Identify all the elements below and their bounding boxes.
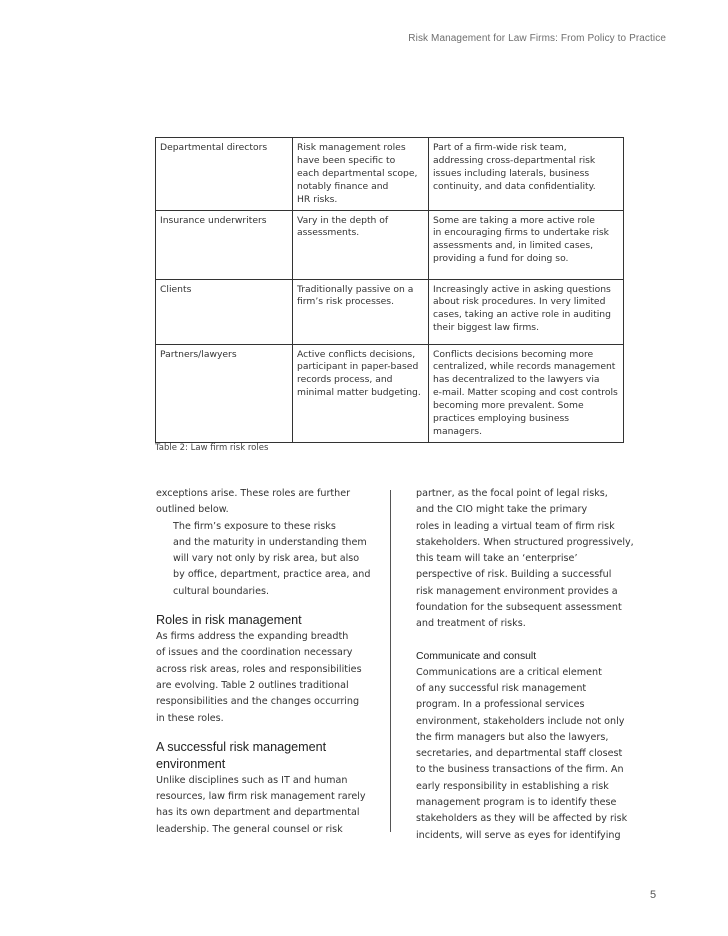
traditional-role-cell: Traditionally passive on a firm’s risk processes. xyxy=(293,279,429,344)
column-divider xyxy=(390,490,391,832)
body-paragraph: Unlike disciplines such as IT and human resources, law firm risk management rarely has its own department and departmental leadership. The general counsel or risk xyxy=(156,774,366,835)
body-paragraph: As firms address the expanding breadth of issues and the coordination necessary across risk areas, roles and responsibilities are evolving. Table 2 outlines traditional responsibilities and the changes occurring in these roles. xyxy=(156,631,362,724)
body-paragraph: partner, as the focal point of legal risks, and the CIO might take the primary roles in leading a virtual team of firm risk stakeholders. When structured progressively, this team will take an ‘enterprise’ perspective of risk. Building a successful risk management environment provides a foundation for the subsequent assessment and treatment of risks. xyxy=(416,488,634,630)
table-row xyxy=(156,210,624,279)
body-paragraph: exceptions arise. These roles are further outlined below. xyxy=(156,488,351,516)
table-row xyxy=(156,138,624,211)
page-number: 5 xyxy=(650,889,657,901)
body-paragraph: The firm’s exposure to these risks and the maturity in understanding them will vary not only by risk area, but also by office, department, practice area, and cultural boundaries. xyxy=(173,520,371,597)
evolving-role-cell: Conflicts decisions becoming more centralized, while records management has decentralized to the lawyers via e-mail. Matter scoping and cost controls becoming more prevalent. Some practices employing business managers. xyxy=(429,344,624,442)
role-cell: Partners/lawyers xyxy=(156,344,293,442)
table-row xyxy=(156,344,624,442)
evolving-role-cell: Some are taking a more active role in encouraging firms to undertake risk assessments and, in limited cases, providing a fund for doing so. xyxy=(429,210,624,279)
evolving-role-cell: Part of a firm-wide risk team, addressing cross-departmental risk issues including laterals, business continuity, and data confidentiality. xyxy=(429,138,624,211)
traditional-role-cell: Vary in the depth of assessments. xyxy=(293,210,429,279)
role-cell: Insurance underwriters xyxy=(156,210,293,279)
traditional-role-cell: Active conflicts decisions, participant in paper-based records process, and minimal matter budgeting. xyxy=(293,344,429,442)
subsection-heading: Communicate and consult xyxy=(416,650,537,662)
running-header: Risk Management for Law Firms: From Policy to Practice xyxy=(408,33,666,44)
table-row xyxy=(156,279,624,344)
left-text-column xyxy=(156,486,386,838)
section-heading: A successful risk management environment xyxy=(156,739,327,771)
right-text-column xyxy=(416,486,636,844)
body-paragraph: Communications are a critical element of any successful risk management program. In a professional services environment, stakeholders include not only the firm managers but also the lawyers, secretaries, and departmental staff closest to the business transactions of the firm. An early responsibility in establishing a risk management program is to identify these stakeholders as they will be affected by risk incidents, will serve as eyes for identifying xyxy=(416,666,628,841)
role-cell: Clients xyxy=(156,279,293,344)
traditional-role-cell: Risk management roles have been specific to each departmental scope, notably finance and HR risks. xyxy=(293,138,429,211)
role-cell: Departmental directors xyxy=(156,138,293,211)
table-caption: Table 2: Law firm risk roles xyxy=(155,443,269,453)
section-heading: Roles in risk management xyxy=(156,613,302,628)
evolving-role-cell: Increasingly active in asking questions about risk procedures. In very limited cases, taking an active role in auditing their biggest law firms. xyxy=(429,279,624,344)
risk-roles-table xyxy=(155,137,624,443)
